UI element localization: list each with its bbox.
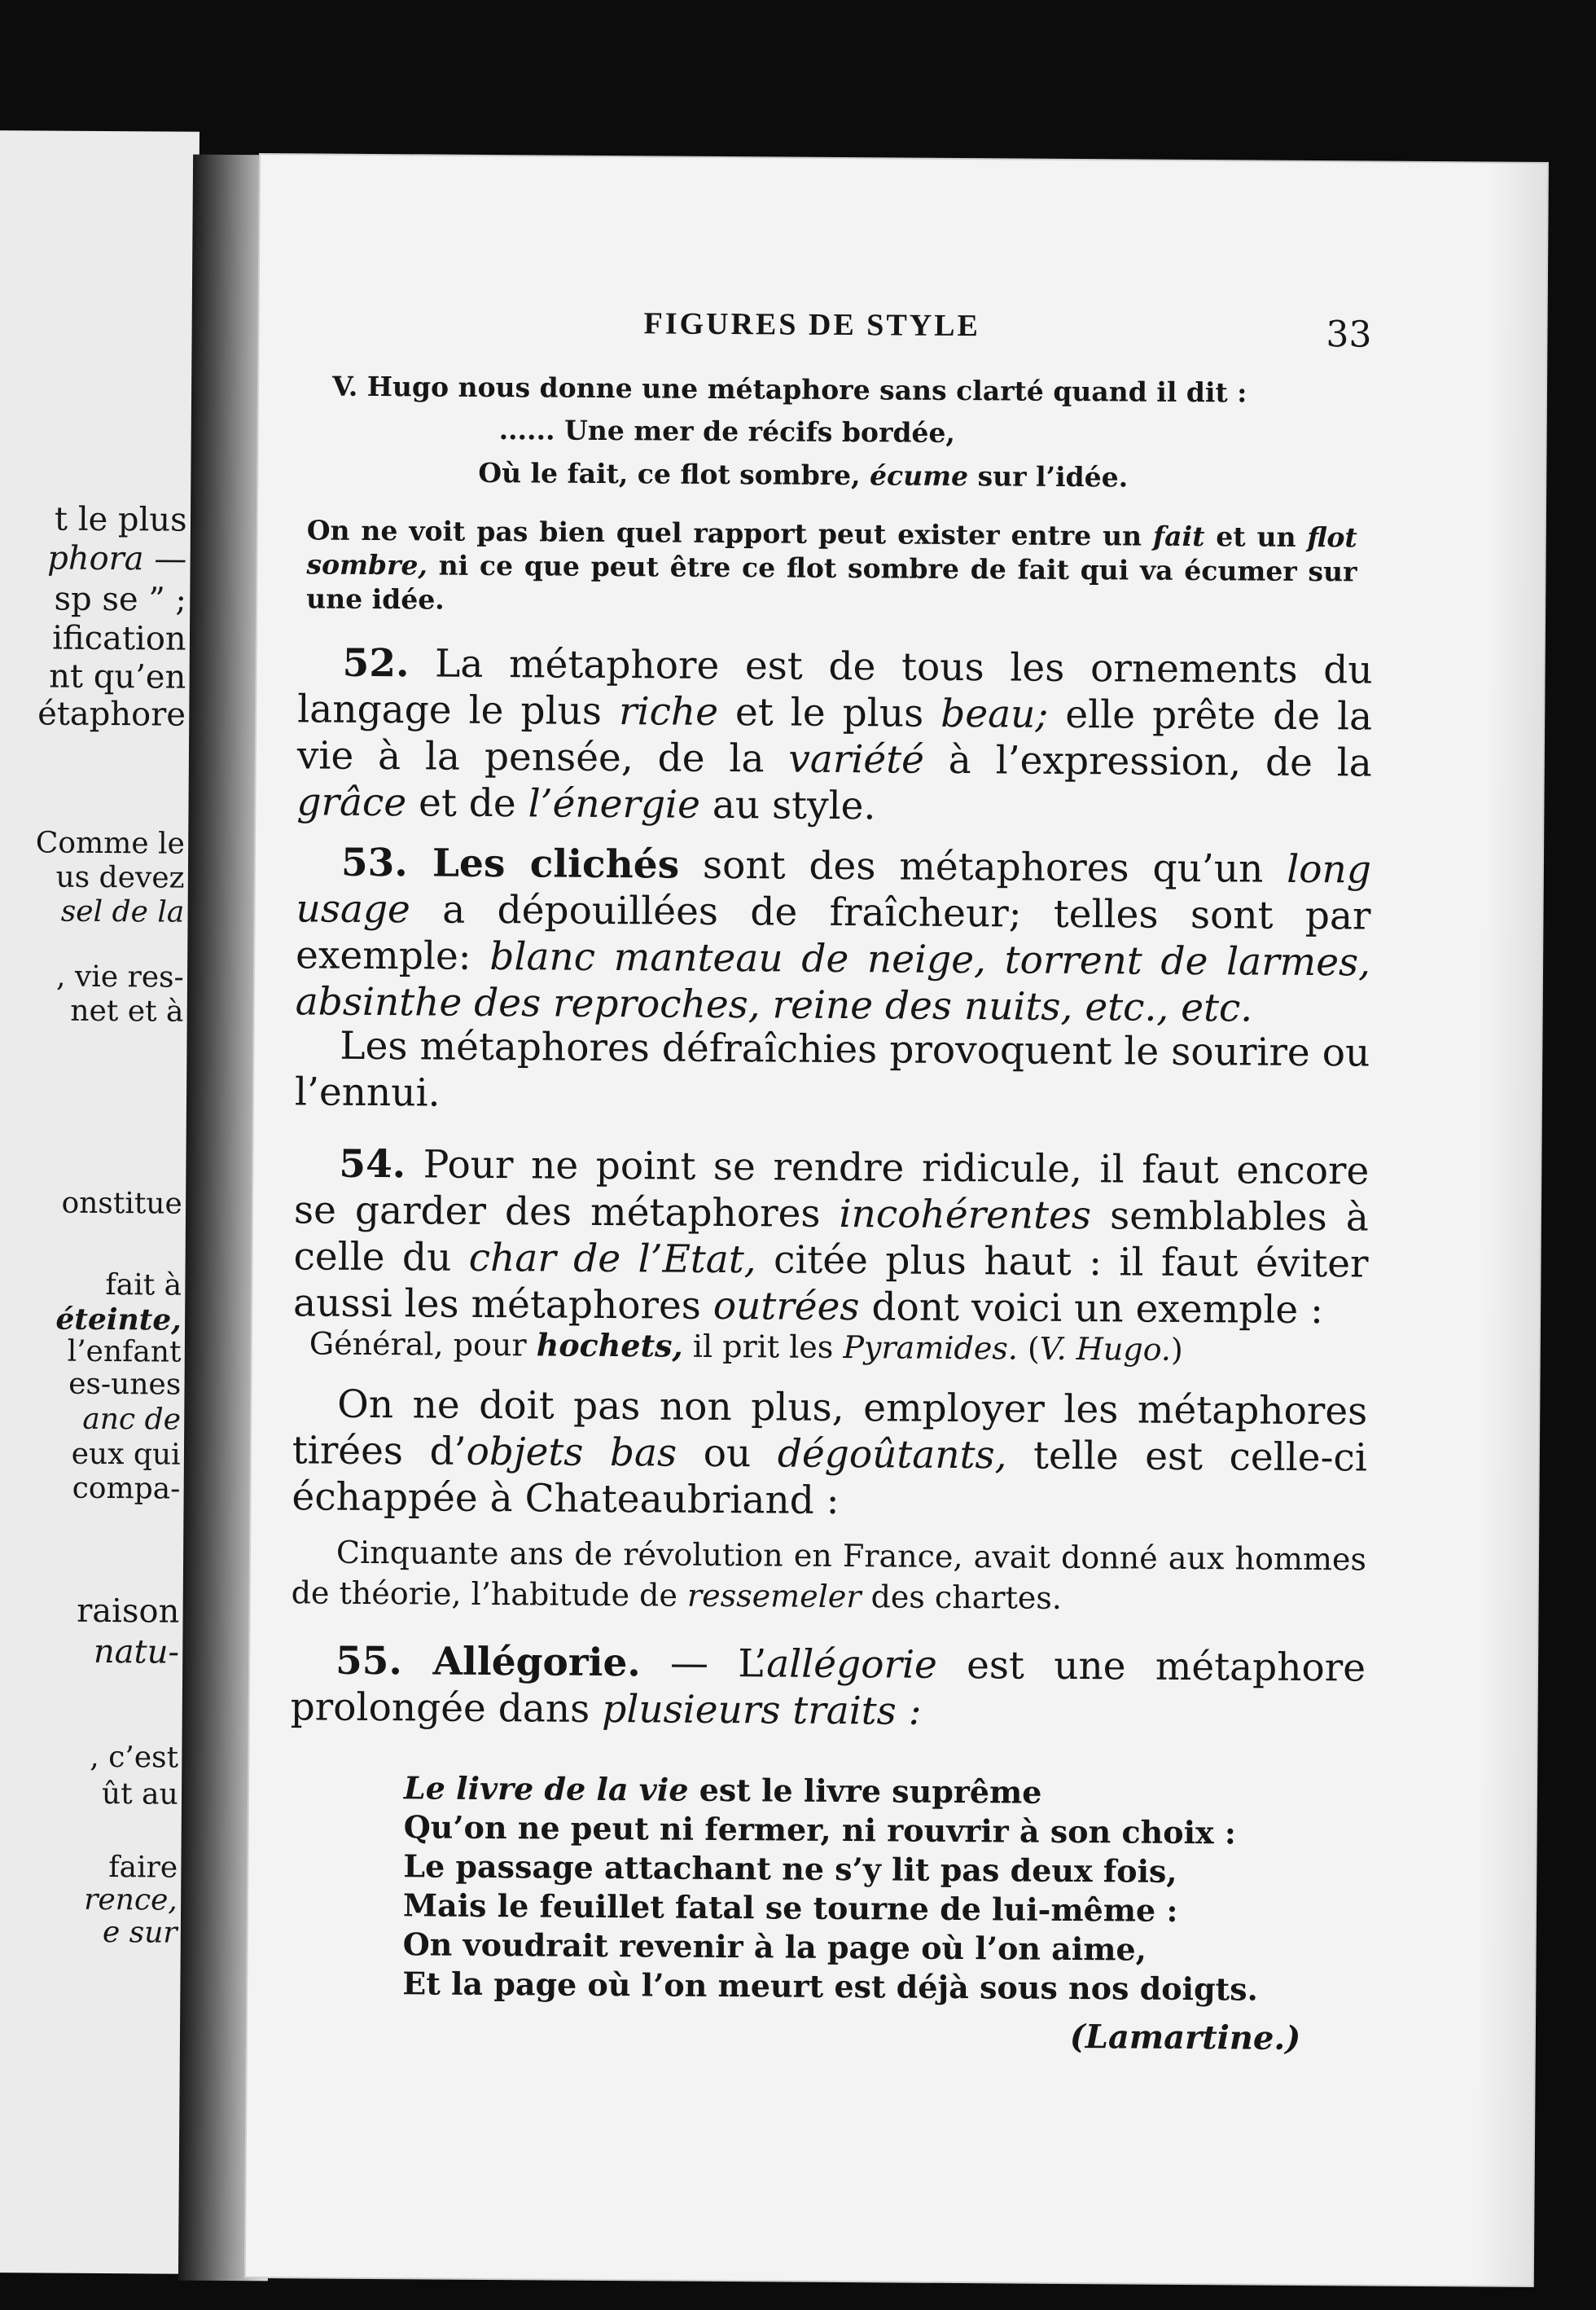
left-fragment: , c’est (90, 1740, 179, 1775)
paragraph-55: 55. Allégorie. — L’allégorie est une métaphore prolongée dans plusieurs traits : (290, 1638, 1366, 1734)
paragraph-53: 53. Les clichés sont des métaphores qu’un long usage a dépouillées de fraîcheur; telles sont par exemple: blanc manteau de neige, torrent de larmes, absinthe des reproches, reine des nuits, etc., etc. (295, 840, 1372, 1031)
left-fragment: faire (108, 1851, 178, 1885)
left-fragment: étaphore (37, 695, 186, 734)
poem-line: Le passage attachant ne s’y lit pas deux fois, (403, 1847, 1177, 1890)
left-fragment: natu- (93, 1632, 180, 1671)
left-fragment: fait à (105, 1268, 182, 1302)
left-fragment: onstitue (61, 1186, 182, 1221)
attribution: (Lamartine.) (1069, 2017, 1301, 2057)
left-fragment: anc de (82, 1402, 182, 1437)
left-fragment: ification (52, 619, 186, 658)
poem (402, 1768, 1259, 2009)
left-fragment: phora — (47, 539, 187, 578)
chateaubriand-quote: Cinquante ans de révolution en France, avait donné aux hommes de théorie, l’habitude de ressemeler des chartes. (291, 1534, 1367, 1616)
poem-line: On voudrait revenir à la page où l’on aime, (402, 1926, 1147, 1968)
left-fragment: es-unes (68, 1367, 182, 1402)
book-page (246, 155, 1547, 2286)
intro-verse: ...... Une mer de récifs bordée, (498, 414, 956, 449)
left-fragment: raison (77, 1592, 180, 1631)
page-number: 33 (1326, 314, 1372, 356)
left-fragment: t le plus (54, 500, 187, 539)
running-title: FIGURES DE STYLE (643, 306, 981, 344)
intro-comment: On ne voit pas bien quel rapport peut exister entre un fait et un flot sombre, ni ce que peut être ce flot sombre de fait qui va écumer sur une idée. (306, 514, 1357, 616)
left-fragment: us devez (55, 860, 185, 895)
paragraph-54: 54. Pour ne point se rendre ridicule, il faut encore se garder des métaphores incohérentes semblables à celle du char de l’Etat, citée plus haut : il faut éviter aussi les métaphores outrées dont voici un exemple : (292, 1141, 1370, 1333)
poem-line: Qu’on ne peut ni fermer, ni rouvrir à son choix : (403, 1808, 1237, 1851)
left-fragment: l’enfant (67, 1334, 182, 1369)
paragraph-52: 52. La métaphore est de tous les ornements du langage le plus riche et le plus beau; elle prête de la vie à la pensée, de la variété à l’expression, de la grâce et de l’énergie au style. (296, 640, 1373, 829)
left-fragment: compa- (72, 1471, 181, 1506)
intro-verse: Où le fait, ce flot sombre, écume sur l’idée. (478, 456, 1129, 494)
left-fragment: sp se ” ; (54, 580, 187, 619)
example-quote: Général, pour hochets, il prit les Pyramides. (V. Hugo.) (309, 1325, 1183, 1368)
poem-line: Le livre de la vie est le livre suprême (403, 1769, 1042, 1811)
paragraph-54-follow: On ne doit pas non plus, employer les métaphores tirées d’objets bas ou dégoûtants, telle est celle-ci échappée à Chateaubriand : (292, 1381, 1368, 1524)
left-fragment: ût au (101, 1776, 178, 1812)
poem-line: Mais le feuillet fatal se tourne de lui-même : (402, 1886, 1178, 1929)
left-fragment: rence, (84, 1882, 178, 1917)
left-fragment: e sur (102, 1916, 178, 1950)
left-fragment: Comme le (35, 826, 186, 861)
left-fragment: éteinte, (55, 1302, 182, 1337)
left-fragment: eux qui (71, 1437, 181, 1472)
left-fragment: , vie res- (55, 960, 184, 995)
left-fragment: sel de la (60, 894, 185, 929)
left-fragment: nt qu’en (49, 657, 186, 696)
left-facing-page (0, 130, 200, 2274)
left-fragment: net et à (70, 994, 184, 1029)
intro-line: V. Hugo nous donne une métaphore sans clarté quand il dit : (331, 370, 1247, 409)
paragraph-53-follow: Les métaphores défraîchies provoquent le sourire ou l’ennui. (294, 1023, 1370, 1116)
poem-line: Et la page où l’on meurt est déjà sous nos doigts. (402, 1965, 1258, 2008)
